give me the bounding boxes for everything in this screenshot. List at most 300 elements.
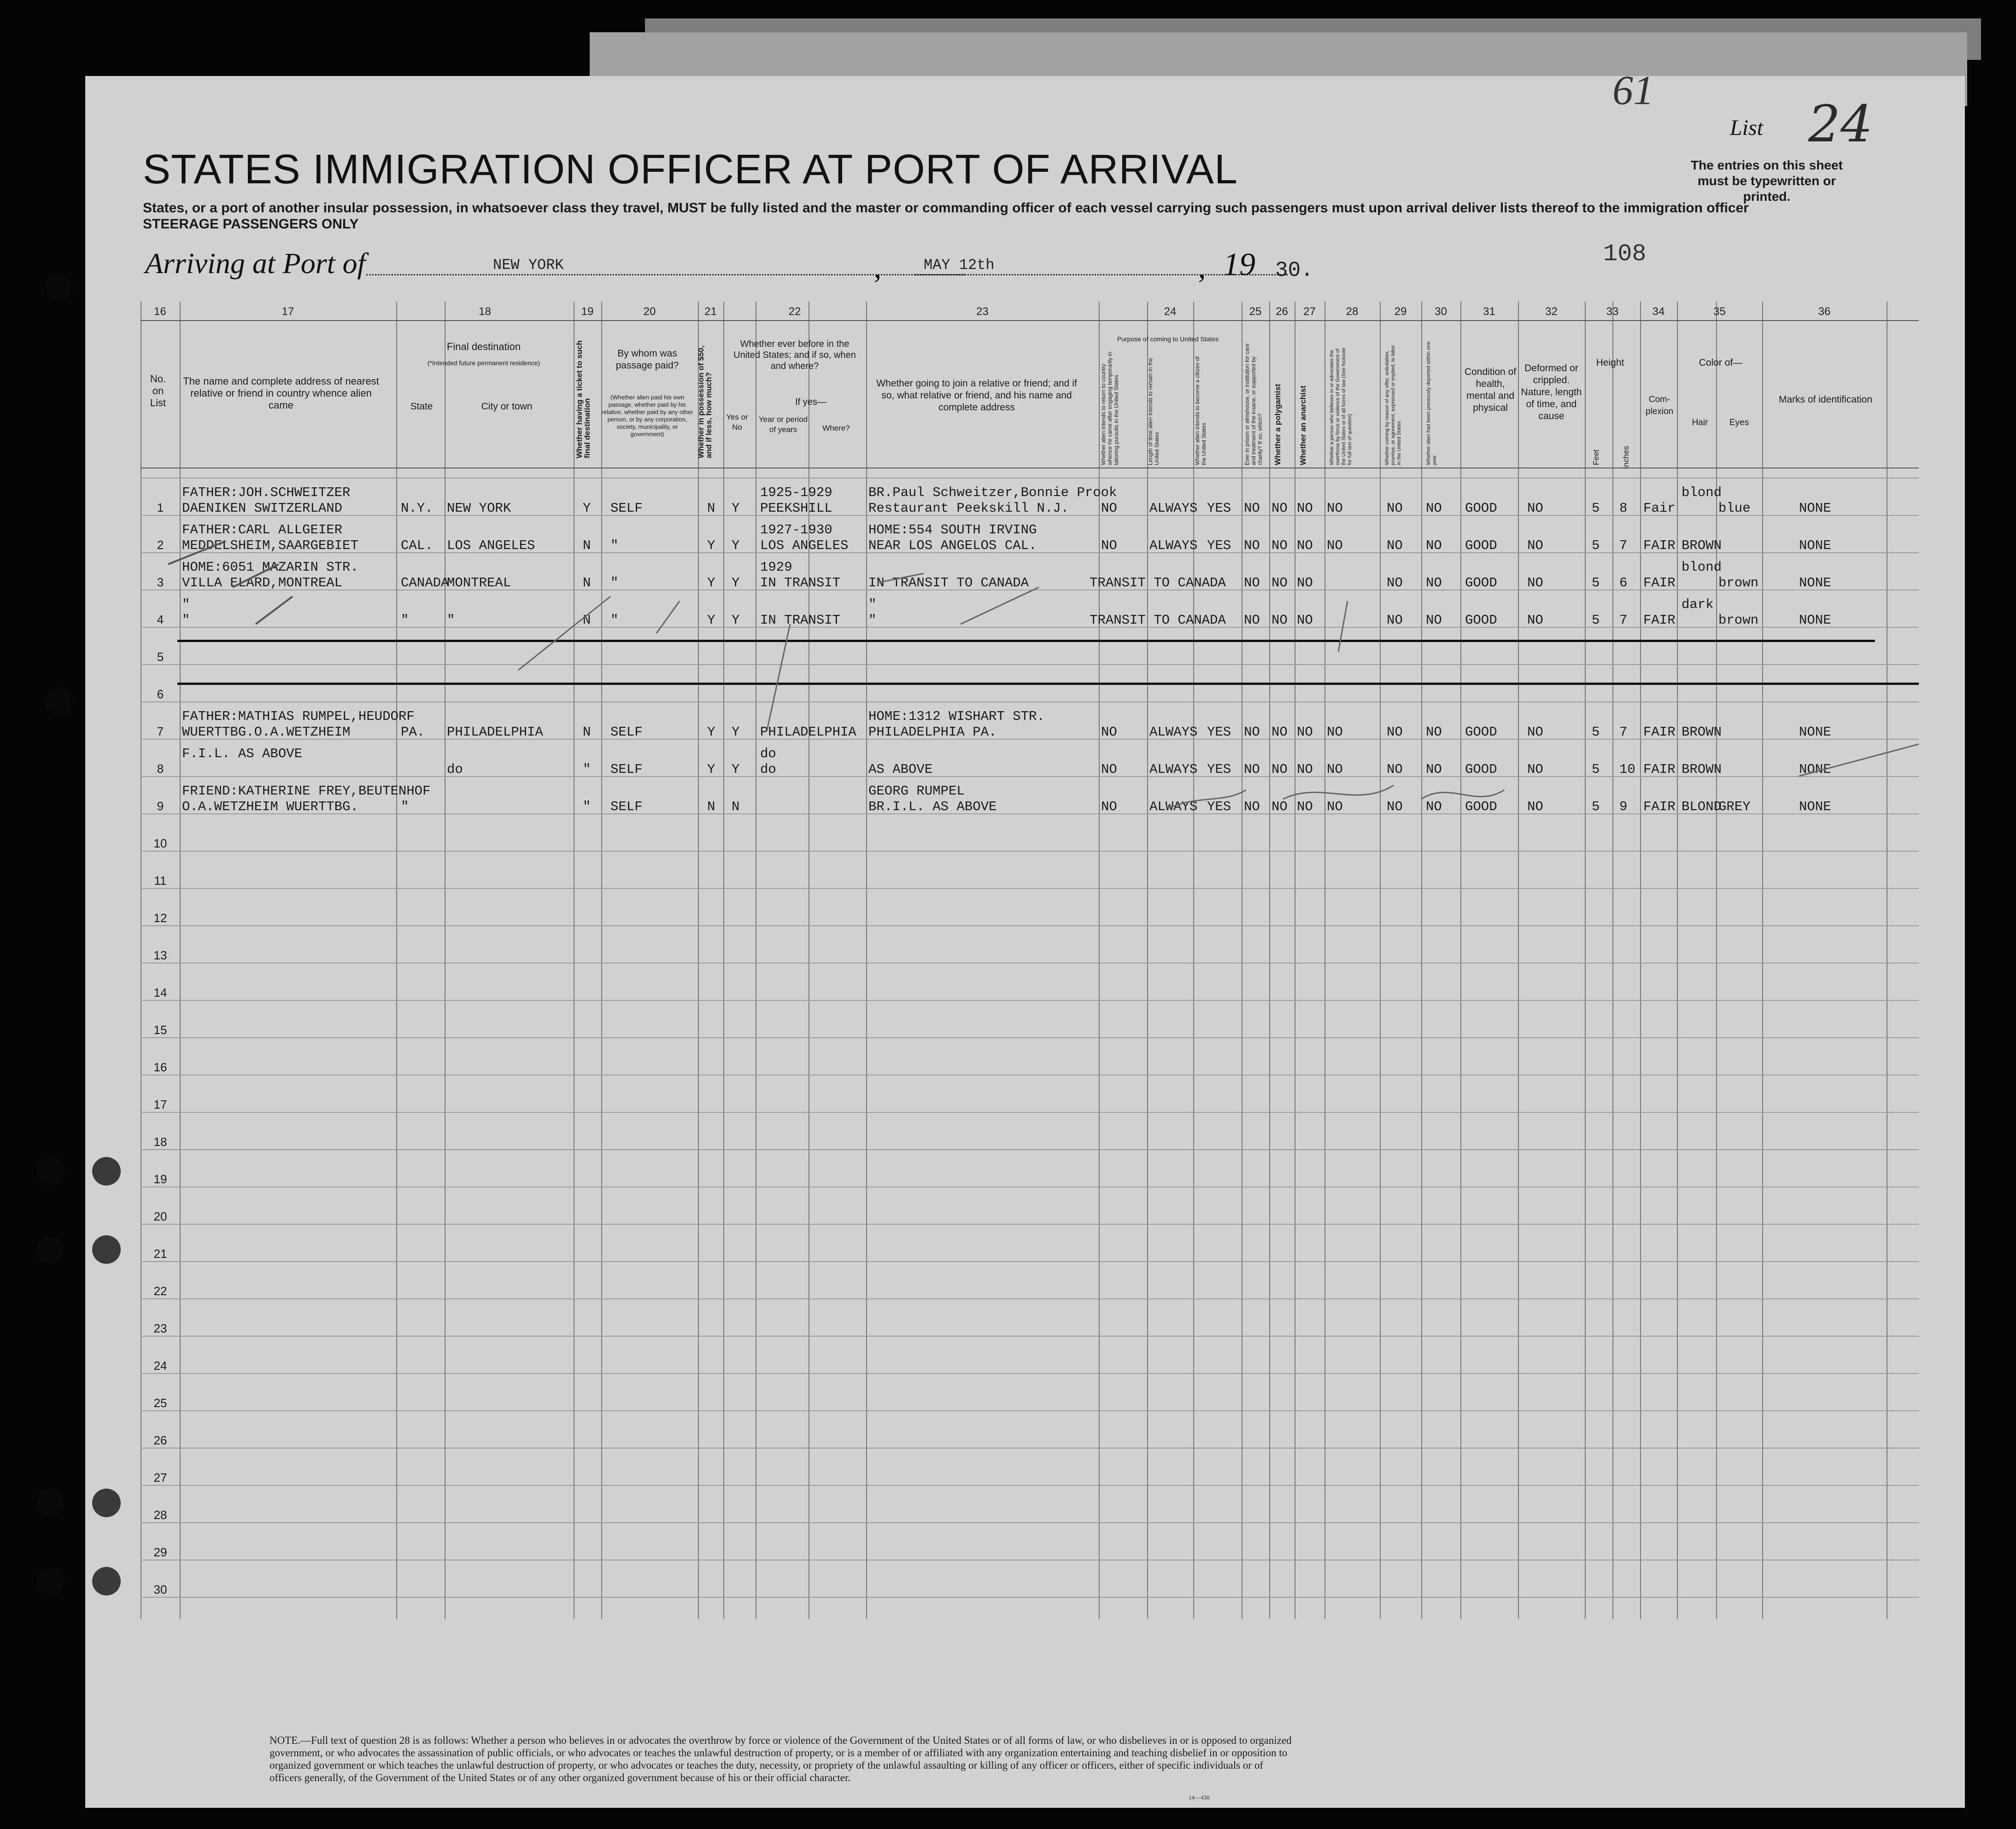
entry-paid: SELF: [610, 725, 643, 740]
entry-q26: NO: [1272, 575, 1288, 590]
column-number: 22: [788, 305, 801, 318]
entry-join2: ": [868, 613, 877, 628]
entry-years: 1925-1929: [760, 485, 832, 500]
row-number: 11: [154, 874, 167, 888]
row-number: 24: [153, 1359, 167, 1373]
hdr-join-relative: Whether going to join a relative or friend; and if so, what relative or friend, and his name and complete address: [876, 378, 1077, 413]
subtitle-line-2: STEERAGE PASSENGERS ONLY: [143, 216, 359, 232]
entry-ticket: ": [583, 799, 591, 814]
row-number: 30: [153, 1583, 167, 1596]
row-number: 5: [157, 650, 164, 664]
hdr-ticket: Whether having a ticket to such final destination: [575, 340, 592, 458]
row-number: 16: [153, 1060, 167, 1074]
hdr-yes-or-no: Yes or No: [726, 413, 748, 432]
hdr-condition: Condition of health, mental and physical: [1464, 367, 1517, 413]
entry-hair: BROWN: [1682, 762, 1722, 777]
comma: ,: [874, 251, 881, 284]
entry-rel1: ": [182, 597, 190, 612]
entry-city: do: [447, 762, 463, 777]
entry-q26: NO: [1272, 725, 1288, 740]
hdr-final-destination-note: (*Intended future permanent residence): [427, 359, 540, 367]
date-value: MAY 12th: [924, 257, 995, 274]
footnote: NOTE.—Full text of question 28 is as follows: Whether a person who believes in or advocates the overthrow by force or violence of the Government of the United States or of all forms of law, or who disbelieves in or is opposed to organized government, or who advocates the assassination of public officials, or who advocates or teaches the unlawful destruction of property, or is a member of or affiliated with any organization entertaining and teaching disbelief in or opposition to organized government or which teaches the unlawful destruction of property, or who advocates or teaches the duty, necessity, or propriety of the unlawful assaulting or killing of any officer or officers, either of specific individuals or of officers generally, of the Government of the United States or of any other organized government because of his or their official character.: [270, 1735, 1292, 1783]
row-rule: [141, 1112, 1919, 1113]
entry-q30: NO: [1426, 501, 1442, 516]
entry-health: GOOD: [1465, 538, 1497, 553]
entry-p-a: NO: [1101, 501, 1117, 516]
entry-marks: NONE: [1799, 725, 1831, 740]
entry-q26: NO: [1272, 799, 1288, 814]
hdr-where: Where?: [822, 424, 850, 432]
entry-inches: 8: [1619, 501, 1628, 516]
entry-q25: NO: [1244, 538, 1260, 553]
hdr-no-on-list: No. on List: [150, 373, 166, 409]
entry-q27: NO: [1297, 538, 1313, 553]
entry-p-b: ALWAYS: [1149, 725, 1198, 740]
entry-eyes: GREY: [1718, 799, 1751, 814]
entry-complexion: FAIR: [1643, 762, 1676, 777]
entry-eyes: blue: [1718, 501, 1751, 516]
row-number: 15: [153, 1023, 167, 1037]
entry-ticket: N: [583, 575, 591, 590]
row-number: 14: [153, 986, 167, 999]
entry-health: GOOD: [1465, 613, 1497, 628]
entry-p-a: NO: [1101, 538, 1117, 553]
entry-rel1: FATHER:MATHIAS RUMPEL,HEUDORF: [182, 709, 415, 724]
entry-money: N: [707, 799, 715, 814]
row-rule: [141, 1448, 1919, 1449]
entry-paid: SELF: [610, 762, 643, 777]
entry-p-b: ALWAYS: [1149, 799, 1198, 814]
column-number: 20: [643, 305, 656, 318]
entry-ever: Y: [732, 762, 740, 777]
entry-q27: NO: [1297, 501, 1313, 516]
row-number: 12: [153, 911, 167, 925]
row-rule: [141, 1186, 1919, 1187]
entry-health: GOOD: [1465, 725, 1497, 740]
entry-marks: NONE: [1799, 799, 1831, 814]
row-number: 18: [153, 1135, 167, 1149]
row-rule: [141, 1298, 1919, 1299]
row-number: 10: [153, 836, 167, 850]
form-code: 14—430: [1189, 1794, 1210, 1801]
entry-rel2: O.A.WETZHEIM WUERTTBG.: [182, 799, 358, 814]
entry-feet: 5: [1592, 762, 1600, 777]
entry-where: LOS ANGELES: [760, 538, 849, 553]
row-rule: [141, 1485, 1919, 1486]
entry-complexion: FAIR: [1643, 725, 1676, 740]
hdr-feet: Feet: [1592, 449, 1600, 466]
hdr-year-period: Year or period of years: [758, 415, 808, 434]
entry-ticket: Y: [583, 501, 591, 516]
entry-q26: NO: [1272, 501, 1288, 516]
entry-q29: NO: [1387, 538, 1403, 553]
entry-q26: NO: [1272, 613, 1288, 628]
entry-p-b: ALWAYS: [1149, 501, 1198, 516]
hdr-purpose-b: Length of time alien intends to remain in the United States: [1147, 358, 1160, 465]
entry-complexion: FAIR: [1643, 575, 1676, 590]
entry-q28: NO: [1327, 762, 1343, 777]
entry-money: Y: [707, 725, 715, 740]
entry-eyes: brown: [1718, 575, 1759, 590]
year-suffix: 30.: [1275, 258, 1313, 282]
entry-complexion: FAIR: [1643, 799, 1676, 814]
entry-state: ": [401, 613, 409, 628]
entry-marks: NONE: [1799, 613, 1831, 628]
entry-q26: NO: [1272, 538, 1288, 553]
entry-q27: NO: [1297, 762, 1313, 777]
row-number: 4: [157, 613, 164, 626]
entry-health: GOOD: [1465, 501, 1497, 516]
row-number: 1: [157, 501, 164, 514]
entry-q30: NO: [1426, 575, 1442, 590]
entry-money: Y: [707, 575, 715, 590]
entry-feet: 5: [1592, 575, 1600, 590]
entry-paid: ": [610, 613, 619, 628]
entry-q27: NO: [1297, 575, 1313, 590]
row-rule: [141, 1224, 1919, 1225]
entry-join2: BR.I.L. AS ABOVE: [868, 799, 997, 814]
entry-q29: NO: [1387, 762, 1403, 777]
column-number: 27: [1303, 305, 1316, 318]
entry-deformed: NO: [1527, 501, 1543, 516]
entry-health: GOOD: [1465, 575, 1497, 590]
entry-q29: NO: [1387, 799, 1403, 814]
entry-hair: blond: [1682, 485, 1722, 500]
hdr-final-destination: Final destination: [446, 341, 521, 352]
entry-paid: ": [610, 575, 619, 590]
entry-ever: Y: [732, 575, 740, 590]
entry-ever: Y: [732, 613, 740, 628]
entry-ever: Y: [732, 725, 740, 740]
entry-hair: dark: [1682, 597, 1714, 612]
row-rule: [141, 1597, 1919, 1598]
column-number: 23: [976, 305, 989, 318]
row-number: 28: [153, 1508, 167, 1522]
entry-ticket: N: [583, 725, 591, 740]
row-number: 21: [153, 1247, 167, 1261]
entry-city: PHILADELPHIA: [447, 725, 543, 740]
entry-hair: BLOND: [1682, 799, 1722, 814]
entry-city: MONTREAL: [447, 575, 511, 590]
hdr-state: State: [410, 401, 433, 412]
entry-years: 1929: [760, 560, 792, 575]
column-number: 24: [1164, 305, 1177, 318]
entry-where: PEEKSHILL: [760, 501, 832, 516]
binder-hole: [36, 1235, 64, 1264]
entry-ever: N: [732, 799, 740, 814]
page-title: STATES IMMIGRATION OFFICER AT PORT OF ARRIVAL: [143, 146, 1238, 193]
entry-eyes: brown: [1718, 613, 1759, 628]
entry-state: N.Y.: [401, 501, 433, 516]
hdr-purpose: Purpose of coming to United States: [1117, 335, 1219, 343]
entry-p-a: NO: [1101, 799, 1117, 814]
top-number: 61: [1612, 68, 1654, 113]
entry-city: NEW YORK: [447, 501, 511, 516]
entry-q27: NO: [1297, 725, 1313, 740]
entry-p-c: YES: [1207, 762, 1231, 777]
row-number: 8: [157, 762, 164, 776]
entry-q25: NO: [1244, 762, 1260, 777]
entry-ticket: ": [583, 762, 591, 777]
entry-deformed: NO: [1527, 762, 1543, 777]
entry-rel1: FRIEND:KATHERINE FREY,BEUTENHOF: [182, 783, 431, 799]
entry-q28: NO: [1327, 501, 1343, 516]
entry-health: GOOD: [1465, 799, 1497, 814]
binder-hole: [36, 1157, 64, 1186]
hdr-complexion: Com-plexion: [1645, 395, 1674, 416]
entry-city: ": [447, 613, 455, 628]
hdr-hair: Hair: [1692, 418, 1708, 427]
column-number: 33: [1606, 305, 1619, 318]
entry-state: ": [401, 799, 409, 814]
entry-p-c: YES: [1207, 501, 1231, 516]
row-rule: [141, 1336, 1919, 1337]
hdr-color-of: Color of—: [1699, 357, 1743, 368]
entry-hair: blond: [1682, 560, 1722, 575]
column-number: 28: [1346, 305, 1359, 318]
entry-q27: NO: [1297, 799, 1313, 814]
entry-paid: ": [610, 538, 619, 553]
row-number: 13: [153, 948, 167, 962]
entry-rel1: FATHER:CARL ALLGEIER: [182, 522, 343, 538]
entry-p-a: NO: [1101, 725, 1117, 740]
row-number: 6: [157, 687, 164, 701]
entry-marks: NONE: [1799, 501, 1831, 516]
handwriting-marks: [141, 302, 1919, 993]
binder-hole: [36, 1567, 64, 1595]
entry-ever: Y: [732, 538, 740, 553]
entry-state: PA.: [401, 725, 425, 740]
entry-inches: 6: [1619, 575, 1628, 590]
binder-hole: [36, 1489, 64, 1517]
column-number: 34: [1652, 305, 1665, 318]
entry-rel2: MEDDELSHEIM,SAARGEBIET: [182, 538, 358, 553]
entry-q25: NO: [1244, 575, 1260, 590]
entry-q25: NO: [1244, 501, 1260, 516]
entry-q25: NO: [1244, 799, 1260, 814]
page-number: 108: [1603, 240, 1647, 268]
entry-inches: 7: [1619, 613, 1628, 628]
hdr-relative-address: The name and complete address of nearest relative or friend in country whence alien came: [183, 375, 379, 411]
entry-q25: NO: [1244, 613, 1260, 628]
entry-join1: GEORG RUMPEL: [868, 783, 965, 799]
entry-state: CAL.: [401, 538, 433, 553]
entry-q28: NO: [1327, 538, 1343, 553]
arriving-label: Arriving at Port of: [145, 247, 366, 280]
entry-p-c: YES: [1207, 799, 1231, 814]
hdr-height: Height: [1596, 357, 1624, 368]
entry-p-c: YES: [1207, 725, 1231, 740]
entry-inches: 9: [1619, 799, 1628, 814]
row-number: 19: [153, 1172, 167, 1186]
hdr-city: City or town: [481, 401, 533, 412]
entry-complexion: FAIR: [1643, 613, 1676, 628]
hdr-passage-paid: By whom was passage paid?: [615, 348, 679, 371]
entry-p-a: NO: [1101, 762, 1117, 777]
manifest-table: [141, 302, 1919, 1637]
entry-join2: IN TRANSIT TO CANADA: [868, 575, 1029, 590]
column-number: 17: [281, 305, 294, 318]
entry-q30: NO: [1426, 762, 1442, 777]
entry-feet: 5: [1592, 538, 1600, 553]
entry-q27: NO: [1297, 613, 1313, 628]
entry-p-b: ALWAYS: [1149, 762, 1198, 777]
column-number: 26: [1276, 305, 1288, 318]
entry-join2: Restaurant Peekskill N.J.: [868, 501, 1069, 516]
entry-money: N: [707, 501, 715, 516]
column-number: 31: [1483, 305, 1495, 318]
year-prefix: 19: [1223, 247, 1255, 282]
entry-deformed: NO: [1527, 799, 1543, 814]
row-number: 7: [157, 725, 164, 738]
binder-hole: [92, 1567, 121, 1595]
entry-feet: 5: [1592, 725, 1600, 740]
entry-rel1: HOME:6051 MAZARIN STR.: [182, 560, 358, 575]
hdr-possession-50: Whether in possession of $50, and if less, how much?: [697, 345, 713, 458]
row-rule: [141, 1373, 1919, 1374]
row-number: 9: [157, 799, 164, 813]
entry-rel2: ": [182, 613, 190, 628]
row-rule: [141, 1037, 1919, 1038]
entry-q30: NO: [1426, 613, 1442, 628]
column-number: 19: [581, 305, 594, 318]
entry-q29: NO: [1387, 725, 1403, 740]
hdr-polygamist: Whether a polygamist: [1273, 384, 1282, 465]
column-number: 25: [1249, 305, 1262, 318]
entry-hair: BROWN: [1682, 725, 1722, 740]
hdr-purpose-a: Whether alien intends to return to country whence he came after engaging temporarily in laboring pursuits in the United States: [1100, 351, 1119, 465]
row-number: 25: [153, 1396, 167, 1410]
entry-where: do: [760, 762, 776, 777]
entry-join1: HOME:554 SOUTH IRVING: [868, 522, 1037, 538]
row-rule: [141, 1261, 1919, 1262]
hdr-anarchist: Whether an anarchist: [1299, 386, 1307, 465]
entry-years: 1927-1930: [760, 522, 832, 538]
entry-city: LOS ANGELES: [447, 538, 535, 553]
entry-health: GOOD: [1465, 762, 1497, 777]
manifest-sheet: [85, 68, 1965, 1808]
binder-hole: [45, 687, 74, 716]
hdr-eyes: Eyes: [1729, 418, 1749, 427]
entry-deformed: NO: [1527, 613, 1543, 628]
entry-p-b: TRANSIT TO CANADA: [1090, 575, 1226, 590]
entry-paid: SELF: [610, 799, 643, 814]
entry-join2: PHILADELPHIA PA.: [868, 725, 997, 740]
hdr-deformed: Deformed or crippled. Nature, length of time, and cause: [1521, 363, 1582, 421]
entry-money: Y: [707, 613, 715, 628]
hdr-if-yes: If yes—: [795, 397, 826, 407]
hdr-purpose-c: Whether alien intends to become a citizen of the United States: [1194, 356, 1207, 465]
subtitle-line-1: States, or a port of another insular possession, in whatsoever class they travel, MUST be fully listed and the master or commanding officer of each vessel carrying such passengers must upon arrival deliver lists thereof to the immigration officer: [143, 200, 1749, 216]
column-number: 35: [1713, 305, 1726, 318]
row-number: 26: [153, 1433, 167, 1447]
row-number: 20: [153, 1210, 167, 1223]
entry-hair: BROWN: [1682, 538, 1722, 553]
entry-join1: BR.Paul Schweitzer,Bonnie Prook: [868, 485, 1117, 500]
row-rule: [141, 1149, 1919, 1150]
entry-where: PHILADELPHIA: [760, 725, 856, 740]
port-value: NEW YORK: [493, 257, 564, 274]
hdr-passage-note: (Whether alien paid his own passage, whether paid by his relative, whether paid by any other person, or by any corporation, society, municipality, or government): [601, 394, 693, 438]
entry-join1: ": [868, 597, 877, 612]
row-number: 3: [157, 575, 164, 589]
list-label: List: [1730, 116, 1764, 140]
entry-q30: NO: [1426, 538, 1442, 553]
entry-join1: HOME:1312 WISHART STR.: [868, 709, 1045, 724]
entry-where: IN TRANSIT: [760, 575, 841, 590]
entry-feet: 5: [1592, 613, 1600, 628]
hdr-inches: Inches: [1622, 445, 1630, 469]
entry-where: IN TRANSIT: [760, 613, 841, 628]
entry-join2: AS ABOVE: [868, 762, 933, 777]
entry-money: Y: [707, 762, 715, 777]
entry-q30: NO: [1426, 799, 1442, 814]
hdr-q30: Whether alien had been previously deported within one year: [1426, 341, 1437, 465]
entry-q28: NO: [1327, 799, 1343, 814]
entry-q25: NO: [1244, 725, 1260, 740]
row-rule: [141, 1522, 1919, 1523]
column-number: 32: [1545, 305, 1558, 318]
row-rule: [141, 1410, 1919, 1411]
row-number: 29: [153, 1545, 167, 1559]
hdr-ever-before: Whether ever before in the United States; and if so, when and where?: [733, 339, 856, 371]
entry-feet: 5: [1592, 501, 1600, 516]
entry-q29: NO: [1387, 501, 1403, 516]
entry-state: CANADA: [401, 575, 449, 590]
entry-q29: NO: [1387, 613, 1403, 628]
row-number: 22: [153, 1284, 167, 1298]
entry-money: Y: [707, 538, 715, 553]
hdr-marks: Marks of identification: [1778, 394, 1873, 405]
hdr-q29: Whether coming by reason of any offer, solicitation, promise, or agreement, expressed or implied, to labor in the United States: [1384, 345, 1402, 465]
entry-q26: NO: [1272, 762, 1288, 777]
hdr-q28: Whether a person who believes in or advocates the overthrow by force or violence of the Government of the United States or of all forms of law (See footnote for full text of question): [1329, 348, 1353, 465]
binder-hole: [92, 1489, 121, 1517]
entry-ever: Y: [732, 501, 740, 516]
entry-inches: 7: [1619, 538, 1628, 553]
entry-p-b: ALWAYS: [1149, 538, 1198, 553]
column-number: 16: [154, 305, 166, 318]
entry-rel2: VILLA ELARD,MONTREAL: [182, 575, 343, 590]
entry-q28: NO: [1327, 725, 1343, 740]
entry-marks: NONE: [1799, 538, 1831, 553]
row-number: 2: [157, 538, 164, 552]
column-number: 29: [1394, 305, 1407, 318]
entry-feet: 5: [1592, 799, 1600, 814]
entry-rel2: DAENIKEN SWITZERLAND: [182, 501, 343, 516]
row-rule: [141, 1000, 1919, 1001]
binder-hole: [92, 1235, 121, 1264]
binder-hole: [92, 1157, 121, 1186]
entry-deformed: NO: [1527, 538, 1543, 553]
column-number: 21: [704, 305, 717, 318]
list-number: 24: [1808, 94, 1873, 153]
entry-years: do: [760, 746, 776, 761]
hdr-prison: Ever in prison or almshouse, or institution for care and treatment of the insane, or supported by charity? If so, which?: [1244, 343, 1263, 465]
entry-marks: NONE: [1799, 762, 1831, 777]
comma: ,: [1198, 251, 1206, 284]
column-number: 36: [1818, 305, 1831, 318]
entry-p-b: TRANSIT TO CANADA: [1090, 613, 1226, 628]
entry-deformed: NO: [1527, 575, 1543, 590]
column-number: 30: [1435, 305, 1447, 318]
entry-paid: SELF: [610, 501, 643, 516]
column-number: 18: [479, 305, 491, 318]
entry-p-c: YES: [1207, 538, 1231, 553]
entry-q29: NO: [1387, 575, 1403, 590]
row-number: 17: [153, 1098, 167, 1111]
